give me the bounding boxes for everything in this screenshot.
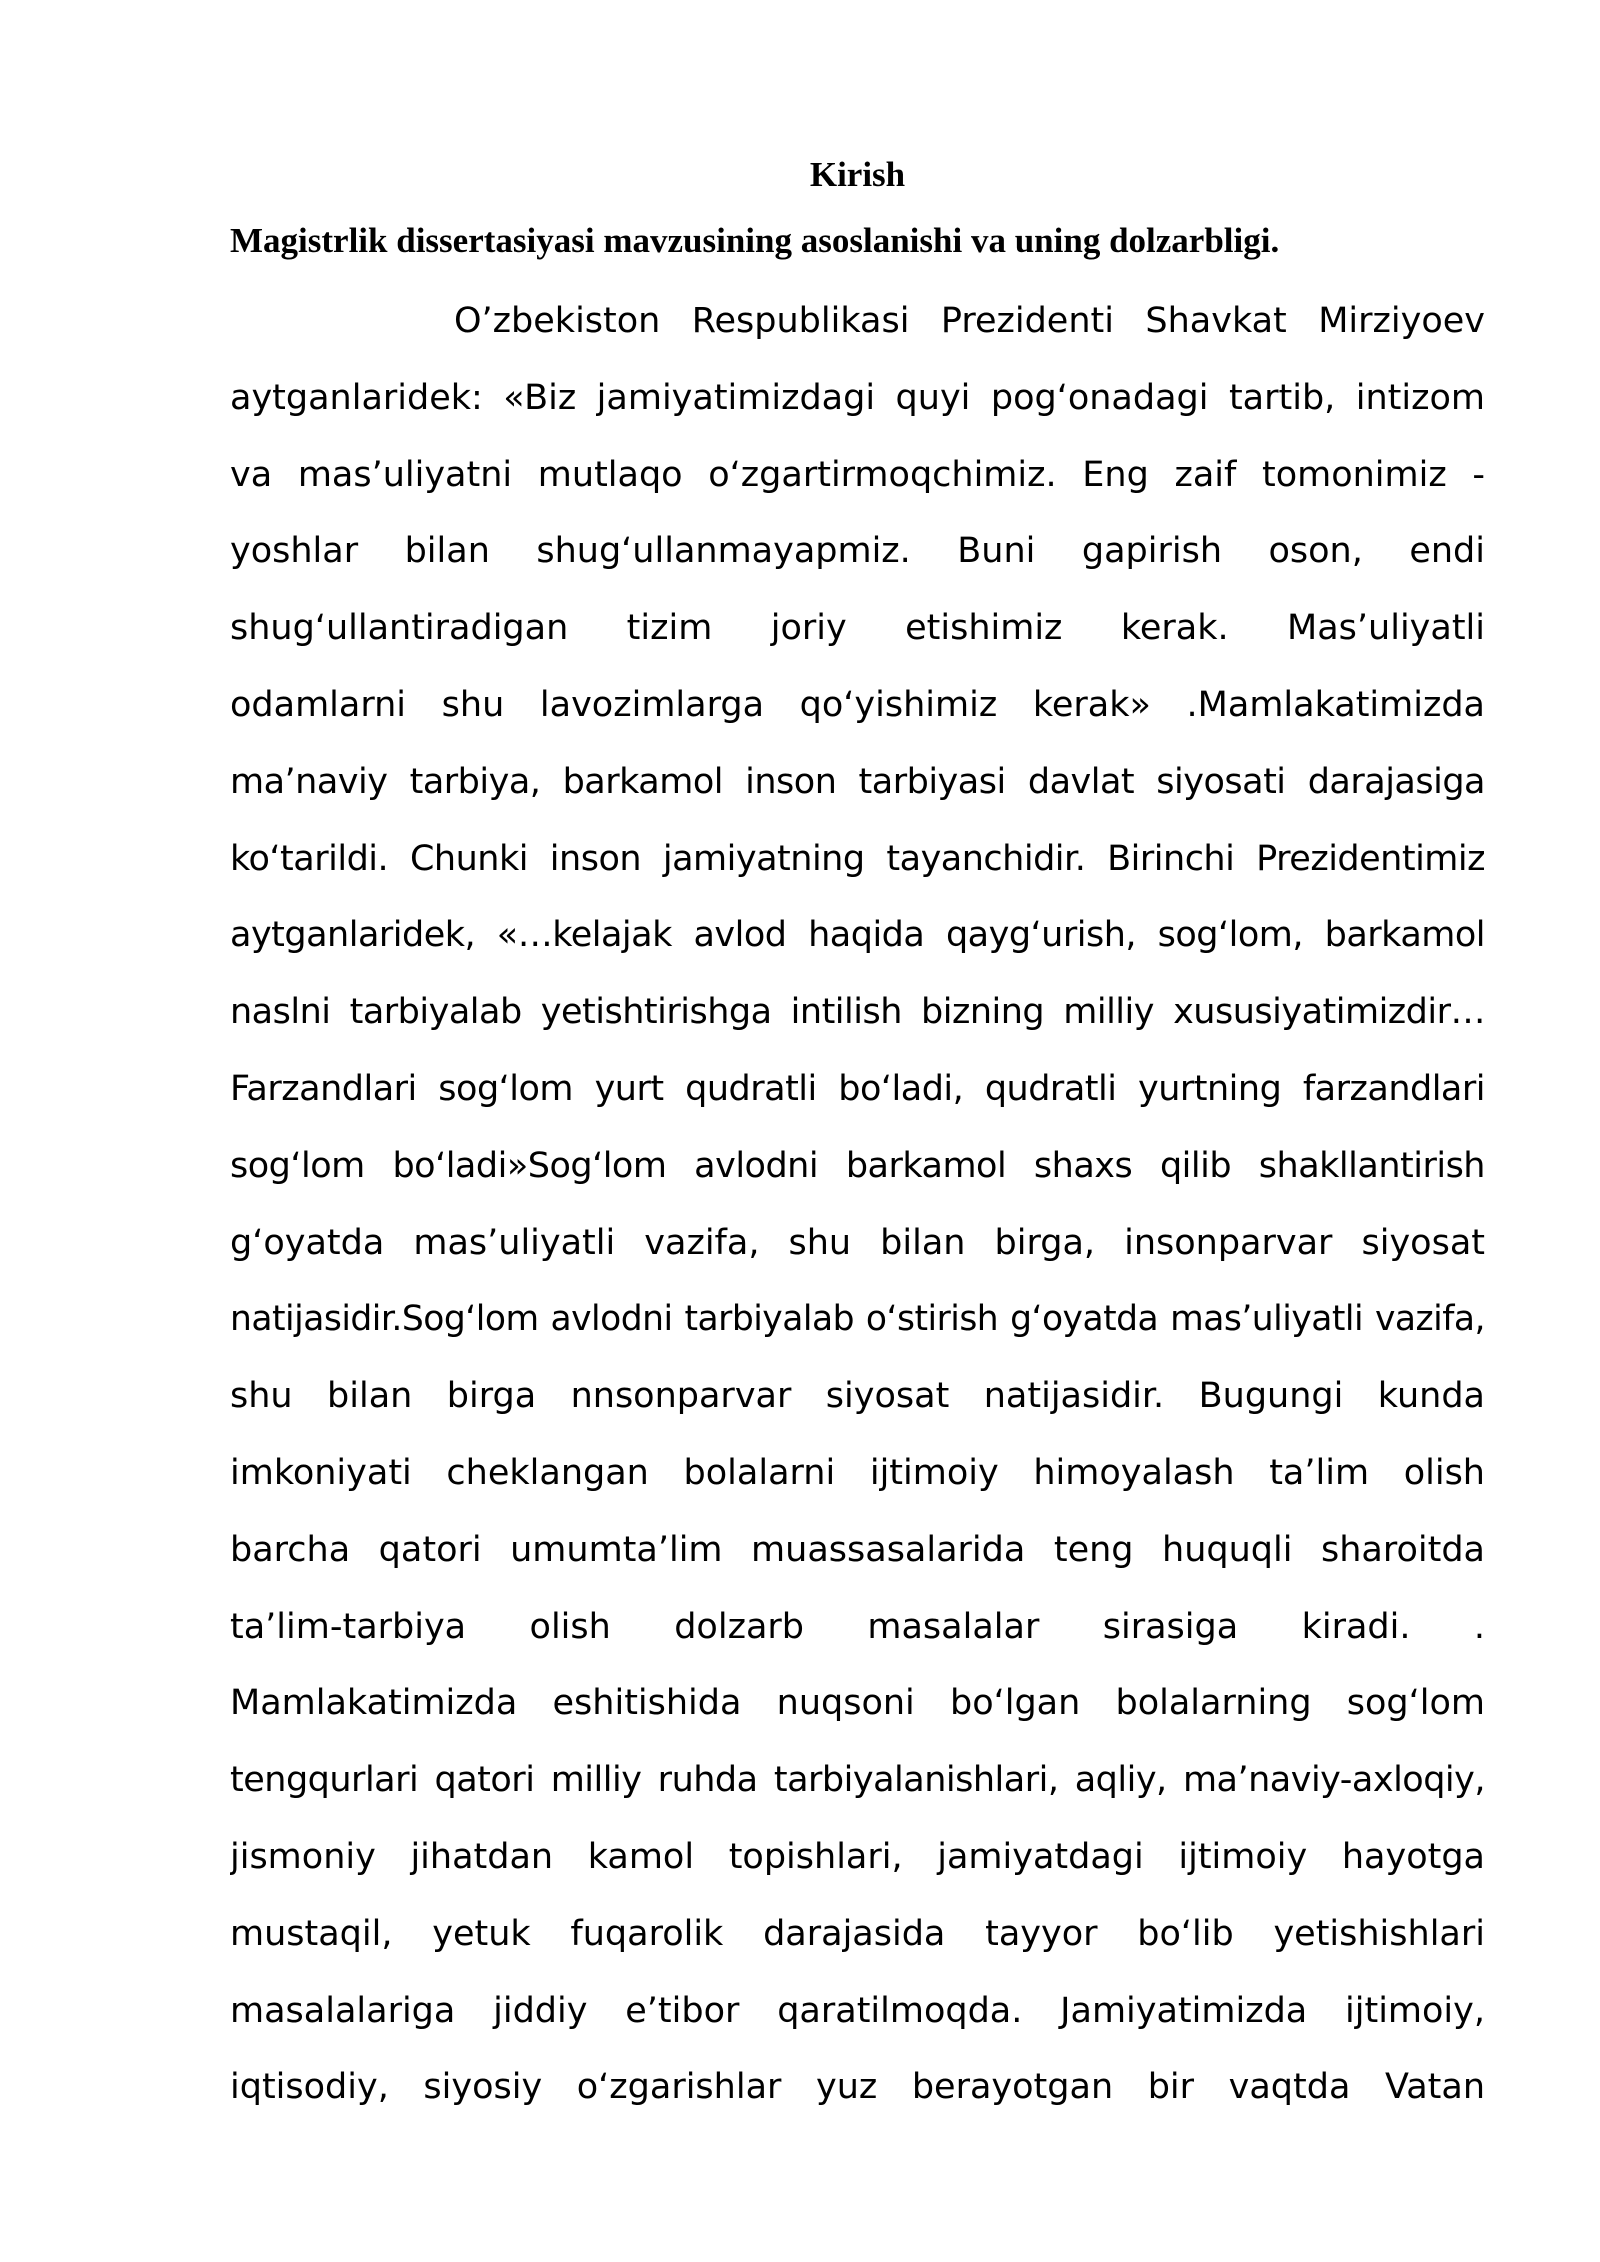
text-line: O’zbekiston Respublikasi Prezidenti Shavkat Mirziyoev [454, 301, 1485, 341]
text-line: va mas’uliyatni mutlaqo o‘zgartirmoqchimiz. Eng zaif tomonimiz - [230, 454, 1485, 495]
body-paragraph [230, 283, 1485, 2126]
text-line: imkoniyati cheklangan bolalarni ijtimoiy himoyalash ta’lim olish [230, 1452, 1485, 1493]
text-line: tengqurlari qatori milliy ruhda tarbiyalanishlari, aqliy, ma’naviy-axloqiy, [230, 1760, 1485, 1801]
text-line: naslni tarbiyalab yetishtirishga intilish bizning milliy xususiyatimizdir… [230, 992, 1485, 1033]
text-line: ta’lim-tarbiya olish dolzarb masalalar sirasiga kiradi. . [230, 1606, 1485, 1647]
text-line: masalalariga jiddiy e’tibor qaratilmoqda. Jamiyatimizda ijtimoiy, [230, 1990, 1485, 2031]
text-line: Mamlakatimizda eshitishida nuqsoni bo‘lgan bolalarning sog‘lom [230, 1683, 1485, 1724]
text-line: g‘oyatda mas’uliyatli vazifa, shu bilan birga, insonparvar siyosat [230, 1222, 1485, 1263]
text-line: aytganlaridek, «…kelajak avlod haqida qayg‘urish, sog‘lom, barkamol [230, 915, 1485, 956]
text-line: sog‘lom bo‘ladi»Sog‘lom avlodni barkamol shaxs qilib shakllantirish [230, 1145, 1485, 1186]
text-line: shu bilan birga nnsonparvar siyosat natijasidir. Bugungi kunda [230, 1376, 1485, 1417]
text-line: barcha qatori umumta’lim muassasalarida teng huquqli sharoitda [230, 1529, 1485, 1570]
text-line: jismoniy jihatdan kamol topishlari, jamiyatdagi ijtimoiy hayotga [230, 1836, 1485, 1877]
text-line: ko‘tarildi. Chunki inson jamiyatning tayanchidir. Birinchi Prezidentimiz [230, 838, 1485, 879]
text-line: iqtisodiy, siyosiy o‘zgarishlar yuz berayotgan bir vaqtda Vatan [230, 2067, 1485, 2108]
text-line: shug‘ullantiradigan tizim joriy etishimiz kerak. Mas’uliyatli [230, 608, 1485, 649]
text-line: ma’naviy tarbiya, barkamol inson tarbiyasi davlat siyosati darajasiga [230, 761, 1485, 802]
text-line: yoshlar bilan shug‘ullanmayapmiz. Buni gapirish oson, endi [230, 531, 1485, 572]
text-line: mustaqil, yetuk fuqarolik darajasida tayyor bo‘lib yetishishlari [230, 1913, 1485, 1954]
page-title: Kirish [809, 155, 906, 194]
section-subtitle: Magistrlik dissertasiyasi mavzusining asoslanishi va uning dolzarbligi. [230, 221, 1280, 260]
text-line: aytganlaridek: «Biz jamiyatimizdagi quyi pog‘onadagi tartib, intizom [230, 377, 1485, 418]
text-line: natijasidir.Sog‘lom avlodni tarbiyalab o‘stirish g‘oyatda mas’uliyatli vazifa, [230, 1299, 1485, 1340]
text-line: Farzandlari sog‘lom yurt qudratli bo‘ladi, qudratli yurtning farzandlari [230, 1068, 1485, 1109]
text-line: odamlarni shu lavozimlarga qo‘yishimiz kerak» .Mamlakatimizda [230, 684, 1485, 725]
